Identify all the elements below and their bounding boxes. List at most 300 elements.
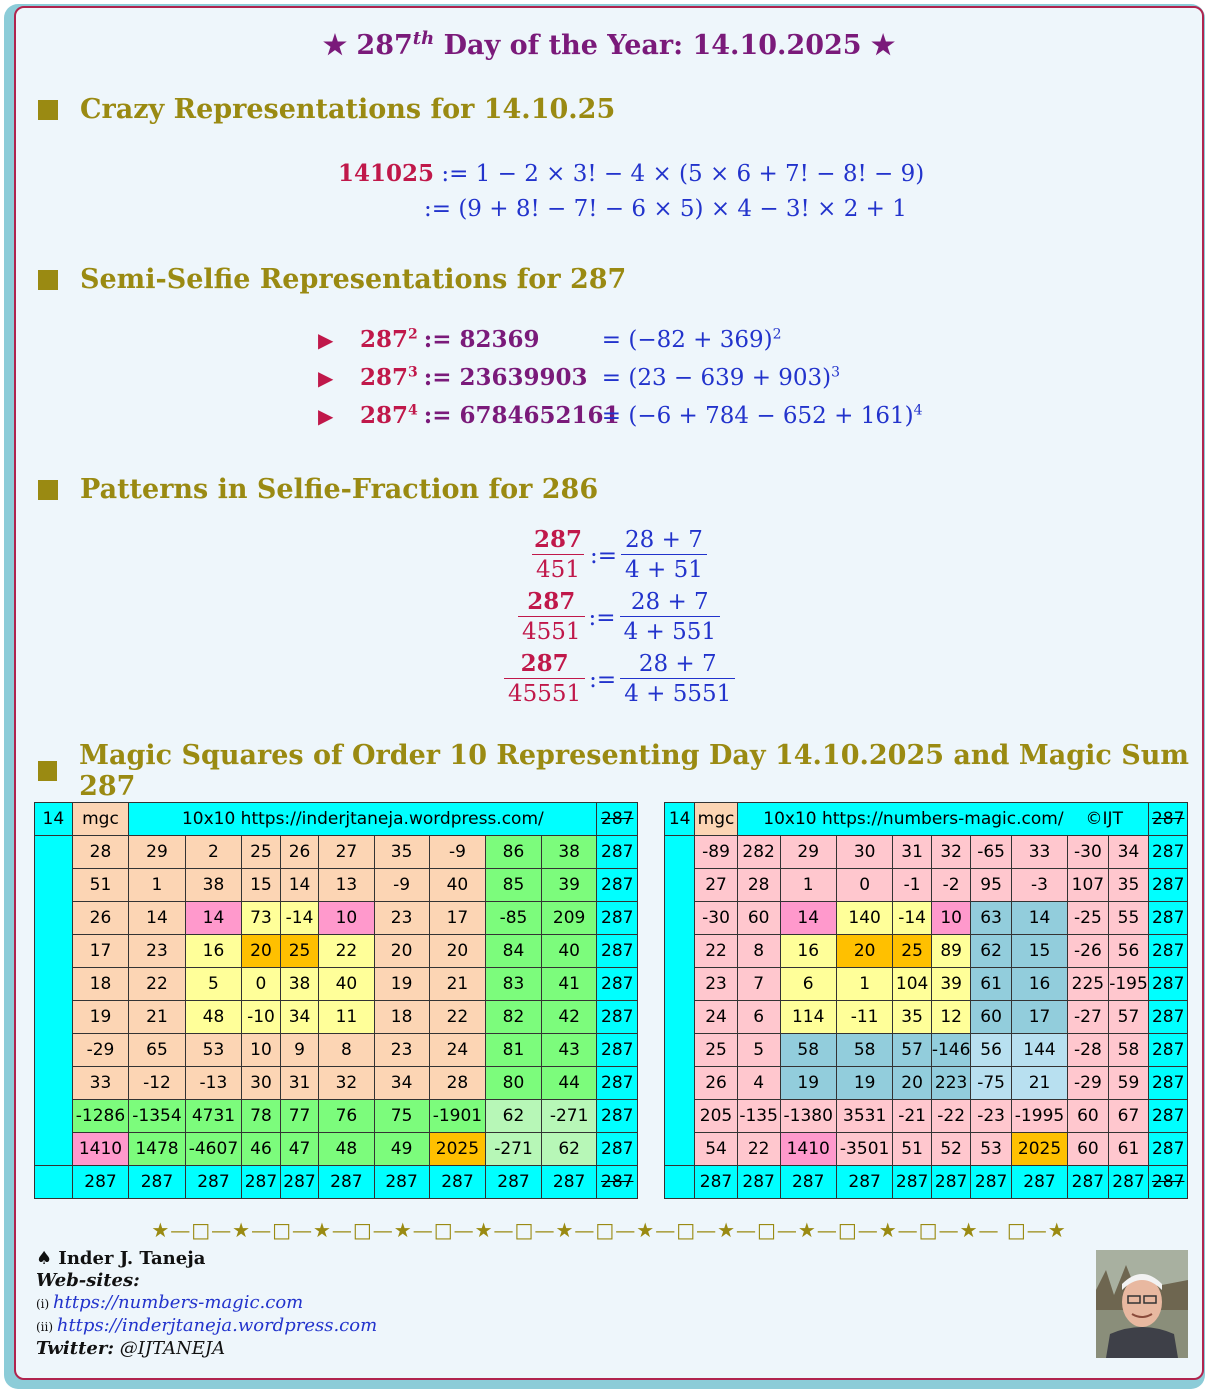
table-row	[665, 968, 1188, 1001]
square-cell: 32	[319, 1067, 374, 1100]
square-cell: 23	[129, 935, 185, 968]
square-cell: -30	[1068, 836, 1108, 869]
star-divider: ★—□—★—□—★—□—★—□—★—□—★—□—★—□—★—□—★—□—★—□—★— □—★	[151, 1218, 1067, 1242]
square-cell: 60	[737, 902, 780, 935]
row-sum: 287	[1149, 1067, 1188, 1100]
square-cell: 40	[319, 968, 374, 1001]
square-cell: 6	[780, 968, 836, 1001]
square-cell: 65	[129, 1034, 185, 1067]
square-cell: 13	[319, 869, 374, 902]
square-cell: 14	[280, 869, 319, 902]
square-cell: 60	[1068, 1100, 1108, 1133]
table-row	[665, 869, 1188, 902]
square-cell: -30	[695, 902, 738, 935]
square-cell: 39	[931, 968, 971, 1001]
square-cell: 35	[893, 1001, 932, 1034]
fraction-denominator: 4 + 551	[620, 616, 720, 647]
author-name: ♠ Inder J. Taneja	[36, 1248, 206, 1269]
square-cell: 3531	[836, 1100, 892, 1133]
square-cell: 53	[971, 1133, 1011, 1166]
mgc-label: mgc	[695, 803, 738, 836]
square-title-text: 10x10 https://numbers-magic.com/	[763, 809, 1064, 829]
square-cell: 8	[319, 1034, 374, 1067]
square-cell: 1	[780, 869, 836, 902]
square-cell: 58	[836, 1034, 892, 1067]
assign-operator: :=	[590, 542, 618, 569]
square-cell: 9	[280, 1034, 319, 1067]
square-cell: 48	[185, 1001, 241, 1034]
triangle-bullet-icon: ▶	[318, 366, 334, 390]
square-cell: 223	[931, 1067, 971, 1100]
square-cell: 54	[695, 1133, 738, 1166]
diagonal-sum: 287	[1149, 803, 1188, 836]
table-row	[665, 935, 1188, 968]
diagonal-sum: 287	[597, 803, 638, 836]
semi-base: 287	[360, 364, 409, 391]
table-row	[35, 836, 638, 869]
row-sum: 287	[1149, 1100, 1188, 1133]
square-cell: 62	[541, 1133, 597, 1166]
fraction-left	[504, 650, 585, 709]
square-cell: 21	[1011, 1067, 1067, 1100]
table-row	[665, 1067, 1188, 1100]
selfie-fraction	[504, 650, 735, 709]
square-cell: -65	[971, 836, 1011, 869]
square-cell: 20	[429, 935, 485, 968]
square-cell: 2025	[1011, 1133, 1067, 1166]
semi-exponent: 3	[408, 364, 418, 381]
square-cell: 95	[971, 869, 1011, 902]
square-cell: 22	[129, 968, 185, 1001]
square-cell: -1901	[429, 1100, 485, 1133]
square-cell: 24	[695, 1001, 738, 1034]
square-cell: 55	[1108, 902, 1149, 935]
square-cell: 5	[185, 968, 241, 1001]
square-cell: 34	[1108, 836, 1149, 869]
left-border-cell	[35, 836, 73, 1166]
square-cell: 52	[931, 1133, 971, 1166]
fraction-numerator: 28 + 7	[638, 651, 717, 677]
square-cell: 7	[737, 968, 780, 1001]
table-row	[35, 1001, 638, 1034]
square-cell: -9	[429, 836, 485, 869]
square-cell: -21	[893, 1100, 932, 1133]
square-cell: 14	[129, 902, 185, 935]
square-cell: 27	[319, 836, 374, 869]
section-semi-heading: Semi-Selfie Representations for 287	[38, 264, 626, 295]
square-cell: 15	[1011, 935, 1067, 968]
square-cell: 19	[836, 1067, 892, 1100]
square-cell: 114	[780, 1001, 836, 1034]
square-cell: 32	[931, 836, 971, 869]
table-row	[665, 836, 1188, 869]
square-cell: 17	[429, 902, 485, 935]
square-cell: 40	[541, 935, 597, 968]
corner-cell	[35, 1166, 73, 1199]
column-sum: 287	[129, 1166, 185, 1199]
column-sum: 287	[893, 1166, 932, 1199]
semi-base: 287	[360, 402, 409, 429]
square-cell: 75	[374, 1100, 429, 1133]
square-cell: 76	[319, 1100, 374, 1133]
row-sum: 287	[597, 1067, 638, 1100]
selfie-fraction	[518, 588, 720, 647]
table-row	[35, 1100, 638, 1133]
square-cell: 21	[129, 1001, 185, 1034]
corner-cell: 14	[665, 803, 695, 836]
triangle-bullet-icon: ▶	[318, 404, 334, 428]
square-cell: 86	[486, 836, 542, 869]
square-cell: 14	[1011, 902, 1067, 935]
square-cell: 53	[185, 1034, 241, 1067]
square-title-text: 10x10 https://inderjtaneja.wordpress.com/	[181, 809, 544, 829]
square-title	[129, 803, 597, 836]
square-cell: -22	[931, 1100, 971, 1133]
site1-link[interactable]: https://numbers-magic.com	[53, 1292, 304, 1313]
column-sum: 287	[72, 1166, 128, 1199]
column-sum: 287	[931, 1166, 971, 1199]
semi-exponent: 4	[408, 402, 418, 419]
twitter-label: Twitter:	[36, 1338, 114, 1359]
copyright-label: ©IJT	[1085, 809, 1123, 829]
square-cell: 89	[931, 935, 971, 968]
square-cell: 19	[72, 1001, 128, 1034]
square-cell: 34	[374, 1067, 429, 1100]
assign-operator: :=	[588, 604, 616, 631]
column-sum: 287	[280, 1166, 319, 1199]
square-cell: 1410	[780, 1133, 836, 1166]
column-sum: 287	[1108, 1166, 1149, 1199]
row-sum: 287	[597, 968, 638, 1001]
column-sum: 287	[541, 1166, 597, 1199]
square-cell: 59	[1108, 1067, 1149, 1100]
square-cell: 30	[836, 836, 892, 869]
table-row	[665, 1100, 1188, 1133]
square-cell: 140	[836, 902, 892, 935]
square-cell: -25	[1068, 902, 1108, 935]
square-cell: 1	[129, 869, 185, 902]
semi-rhs-exponent: 3	[831, 364, 841, 381]
square-cell: 38	[185, 869, 241, 902]
magic-square-1	[34, 802, 638, 1199]
diagonal-sum: 287	[597, 1166, 638, 1199]
table-row	[665, 1001, 1188, 1034]
table-row	[35, 968, 638, 1001]
square-cell: 17	[1011, 1001, 1067, 1034]
semi-value: := 23639903	[423, 364, 588, 391]
square-cell: 25	[695, 1034, 738, 1067]
page-title: ★ 287th Day of the Year: 14.10.2025 ★	[322, 28, 896, 61]
crazy-line-2: := (9 + 8! − 7! − 6 × 5) × 4 − 3! × 2 + 1	[424, 196, 907, 222]
square-cell: 29	[129, 836, 185, 869]
square-cell: 20	[893, 1067, 932, 1100]
square-bullet-icon	[38, 480, 58, 500]
row-sum: 287	[597, 1133, 638, 1166]
square-cell: 28	[737, 869, 780, 902]
square-cell: 30	[242, 1067, 281, 1100]
square-cell: -146	[931, 1034, 971, 1067]
square-cell: 56	[971, 1034, 1011, 1067]
square-cell: 84	[486, 935, 542, 968]
square-cell: 44	[541, 1067, 597, 1100]
square-cell: 48	[319, 1133, 374, 1166]
square-cell: 4	[737, 1067, 780, 1100]
square-cell: 15	[242, 869, 281, 902]
square-cell: 12	[931, 1001, 971, 1034]
column-sum: 287	[486, 1166, 542, 1199]
table-row	[665, 902, 1188, 935]
square-cell: 25	[280, 935, 319, 968]
square-cell: 57	[1108, 1001, 1149, 1034]
square-cell: 1410	[72, 1133, 128, 1166]
row-sum: 287	[597, 836, 638, 869]
square-cell: 24	[429, 1034, 485, 1067]
square-cell: 104	[893, 968, 932, 1001]
square-cell: 144	[1011, 1034, 1067, 1067]
fraction-left	[530, 526, 586, 585]
square-cell: 20	[374, 935, 429, 968]
square-cell: 51	[893, 1133, 932, 1166]
square-cell: 20	[836, 935, 892, 968]
square-cell: -195	[1108, 968, 1149, 1001]
square-cell: 1	[836, 968, 892, 1001]
column-sum: 287	[836, 1166, 892, 1199]
fraction-numerator: 28 + 7	[625, 527, 703, 553]
corner-cell	[665, 1166, 695, 1199]
semi-value: := 82369	[423, 326, 540, 353]
square-cell: 23	[374, 902, 429, 935]
square-cell: 16	[1011, 968, 1067, 1001]
square-cell: 67	[1108, 1100, 1149, 1133]
fraction-numerator: 287	[527, 588, 576, 615]
square-cell: -13	[185, 1067, 241, 1100]
square-cell: 18	[374, 1001, 429, 1034]
square-cell: 60	[971, 1001, 1011, 1034]
row-sum: 287	[597, 935, 638, 968]
square-cell: 14	[780, 902, 836, 935]
table-row	[35, 1067, 638, 1100]
square-title	[737, 803, 1149, 836]
section-crazy-heading: Crazy Representations for 14.10.25	[38, 94, 615, 125]
table-row	[665, 1133, 1188, 1166]
square-cell: 16	[780, 935, 836, 968]
row-sum: 287	[1149, 1133, 1188, 1166]
square-cell: 56	[1108, 935, 1149, 968]
square-cell: 26	[280, 836, 319, 869]
square-cell: 43	[541, 1034, 597, 1067]
square-cell: 2025	[429, 1133, 485, 1166]
square-cell: 85	[486, 869, 542, 902]
column-sum: 287	[1068, 1166, 1108, 1199]
square-cell: 81	[486, 1034, 542, 1067]
semi-rhs: = (23 − 639 + 903)	[601, 365, 832, 391]
semi-selfie-row	[318, 326, 782, 353]
selfie-fraction	[530, 526, 707, 585]
square-cell: 22	[737, 1133, 780, 1166]
square-cell: 2	[185, 836, 241, 869]
square-cell: 39	[541, 869, 597, 902]
websites-label: Web-sites:	[36, 1270, 140, 1291]
square-cell: 10	[931, 902, 971, 935]
square-cell: 20	[242, 935, 281, 968]
square-cell: 1478	[129, 1133, 185, 1166]
table-row	[665, 1034, 1188, 1067]
square-cell: 6	[737, 1001, 780, 1034]
square-cell: 62	[486, 1100, 542, 1133]
square-cell: 22	[695, 935, 738, 968]
square-cell: 225	[1068, 968, 1108, 1001]
square-cell: -27	[1068, 1001, 1108, 1034]
semi-rhs-exponent: 4	[913, 402, 923, 419]
fraction-right	[620, 588, 720, 647]
square-cell: 42	[541, 1001, 597, 1034]
square-cell: -28	[1068, 1034, 1108, 1067]
triangle-bullet-icon: ▶	[318, 328, 334, 352]
square-cell: -12	[129, 1067, 185, 1100]
square-cell: -85	[486, 902, 542, 935]
semi-rhs: = (−6 + 784 − 652 + 161)	[601, 403, 914, 429]
square-cell: 82	[486, 1001, 542, 1034]
row-sum: 287	[1149, 935, 1188, 968]
square-cell: 61	[1108, 1133, 1149, 1166]
square-cell: -3	[1011, 869, 1067, 902]
site1-prefix: (i)	[36, 1297, 54, 1311]
square-cell: -2	[931, 869, 971, 902]
square-cell: -135	[737, 1100, 780, 1133]
square-cell: 77	[280, 1100, 319, 1133]
square-cell: 46	[242, 1133, 281, 1166]
square-cell: 25	[893, 935, 932, 968]
square-cell: -11	[836, 1001, 892, 1034]
diagonal-sum: 287	[1149, 1166, 1188, 1199]
square-cell: 83	[486, 968, 542, 1001]
fraction-left	[518, 588, 585, 647]
column-sum: 287	[429, 1166, 485, 1199]
square-cell: 19	[374, 968, 429, 1001]
column-sum: 287	[185, 1166, 241, 1199]
site2-link[interactable]: https://inderjtaneja.wordpress.com	[56, 1315, 378, 1336]
square-cell: 19	[780, 1067, 836, 1100]
square-cell: 0	[836, 869, 892, 902]
square-cell: 22	[429, 1001, 485, 1034]
square-cell: 22	[319, 935, 374, 968]
section-patterns-heading: Patterns in Selfie-Fraction for 286	[38, 474, 598, 505]
table-row	[35, 1166, 638, 1199]
square-cell: 18	[72, 968, 128, 1001]
square-cell: -3501	[836, 1133, 892, 1166]
fraction-denominator: 4 + 51	[621, 554, 707, 585]
square-cell: -271	[541, 1100, 597, 1133]
square-cell: 34	[280, 1001, 319, 1034]
row-sum: 287	[597, 869, 638, 902]
row-sum: 287	[597, 1034, 638, 1067]
square-cell: 28	[72, 836, 128, 869]
semi-selfie-row	[318, 364, 840, 391]
square-cell: -271	[486, 1133, 542, 1166]
square-bullet-icon	[38, 270, 58, 290]
square-cell: -14	[893, 902, 932, 935]
square-cell: 51	[72, 869, 128, 902]
semi-value: := 6784652161	[423, 402, 620, 429]
square-cell: 61	[971, 968, 1011, 1001]
square-cell: -1286	[72, 1100, 128, 1133]
twitter-handle: @IJTANEJA	[113, 1338, 226, 1359]
fraction-denominator: 4551	[518, 616, 585, 647]
site2-prefix: (ii)	[36, 1320, 57, 1334]
semi-exponent: 2	[408, 326, 418, 343]
author-block	[36, 1248, 377, 1360]
square-cell: 29	[780, 836, 836, 869]
square-cell: -26	[1068, 935, 1108, 968]
column-sum: 287	[1011, 1166, 1067, 1199]
square-cell: 38	[280, 968, 319, 1001]
square-cell: 28	[429, 1067, 485, 1100]
square-cell: 40	[429, 869, 485, 902]
square-cell: 33	[72, 1067, 128, 1100]
square-cell: -9	[374, 869, 429, 902]
square-cell: 0	[242, 968, 281, 1001]
magic-square-2	[664, 802, 1188, 1199]
square-cell: 4731	[185, 1100, 241, 1133]
square-cell: 25	[242, 836, 281, 869]
fraction-right	[620, 650, 735, 709]
square-cell: 31	[893, 836, 932, 869]
column-sum: 287	[971, 1166, 1011, 1199]
row-sum: 287	[1149, 902, 1188, 935]
square-cell: 27	[695, 869, 738, 902]
square-cell: -1	[893, 869, 932, 902]
square-cell: 26	[695, 1067, 738, 1100]
row-sum: 287	[1149, 1034, 1188, 1067]
square-cell: 60	[1068, 1133, 1108, 1166]
square-bullet-icon	[38, 100, 58, 120]
square-cell: 10	[319, 902, 374, 935]
square-cell: 23	[374, 1034, 429, 1067]
table-row	[35, 902, 638, 935]
column-sum: 287	[374, 1166, 429, 1199]
square-cell: -1995	[1011, 1100, 1067, 1133]
fraction-right	[621, 526, 707, 585]
mgc-label: mgc	[72, 803, 128, 836]
column-sum: 287	[319, 1166, 374, 1199]
semi-selfie-row	[318, 402, 923, 429]
column-sum: 287	[780, 1166, 836, 1199]
square-cell: 14	[185, 902, 241, 935]
column-sum: 287	[695, 1166, 738, 1199]
square-cell: 62	[971, 935, 1011, 968]
square-cell: -75	[971, 1067, 1011, 1100]
table-row	[35, 1133, 638, 1166]
row-sum: 287	[597, 1001, 638, 1034]
assign-operator: :=	[589, 666, 617, 693]
square-cell: -1354	[129, 1100, 185, 1133]
square-cell: -1380	[780, 1100, 836, 1133]
page-content	[14, 6, 1204, 1380]
square-cell: 47	[280, 1133, 319, 1166]
corner-cell: 14	[35, 803, 73, 836]
square-cell: 41	[541, 968, 597, 1001]
square-cell: 57	[893, 1034, 932, 1067]
author-photo	[1096, 1250, 1188, 1358]
fraction-denominator: 4 + 5551	[620, 678, 735, 709]
square-cell: 21	[429, 968, 485, 1001]
square-cell: -89	[695, 836, 738, 869]
row-sum: 287	[1149, 968, 1188, 1001]
crazy-line-1: 141025 := 1 − 2 × 3! − 4 × (5 × 6 + 7! − 8! − 9)	[338, 160, 925, 187]
square-cell: 26	[72, 902, 128, 935]
square-cell: 11	[319, 1001, 374, 1034]
square-cell: 80	[486, 1067, 542, 1100]
